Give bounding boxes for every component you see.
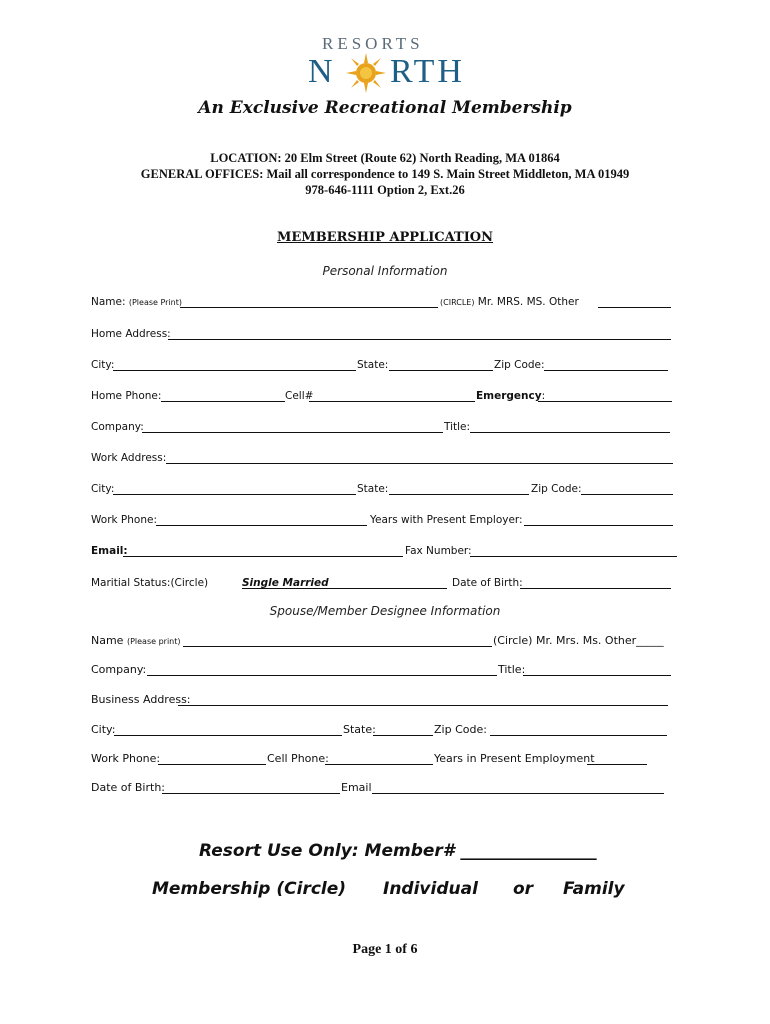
spouse-zip-label: Zip Code: xyxy=(434,723,487,736)
offices-text: GENERAL OFFICES: Mail all correspondence to 149 S. Main Street Middleton, MA 01949 xyxy=(140,167,630,181)
years-employer-label: Years with Present Employer: xyxy=(370,514,523,526)
spouse-title-circle: (Circle) Mr. Mrs. Ms. Other_____ xyxy=(493,634,664,647)
email-label: Email: xyxy=(91,545,128,557)
spouse-title-field[interactable] xyxy=(523,675,671,676)
spouse-state-label: State: xyxy=(343,723,376,736)
fax-label: Fax Number: xyxy=(405,545,472,557)
work-city-label: City: xyxy=(91,483,115,495)
dob-field[interactable] xyxy=(520,588,671,589)
city-field[interactable] xyxy=(113,370,356,371)
spouse-company-label: Company: xyxy=(91,663,147,676)
marital-options[interactable]: Single Married xyxy=(242,577,329,589)
spouse-dob-label: Date of Birth: xyxy=(91,781,166,794)
membership-or: or xyxy=(513,879,534,899)
form-title: MEMBERSHIP APPLICATION xyxy=(277,230,493,245)
city-label: City: xyxy=(91,359,115,371)
fax-field[interactable] xyxy=(470,556,677,557)
business-address-field[interactable] xyxy=(178,705,668,706)
spouse-city-label: City: xyxy=(91,723,116,736)
spouse-dob-field[interactable] xyxy=(162,793,340,794)
personal-info-heading: Personal Information xyxy=(322,264,448,278)
work-address-field[interactable] xyxy=(166,463,673,464)
sun-logo-icon xyxy=(345,52,387,94)
spouse-zip-field[interactable] xyxy=(490,735,667,736)
emergency-field[interactable] xyxy=(538,401,672,402)
membership-family-option[interactable]: Family xyxy=(563,879,625,899)
phone-text: 978-646-1111 Option 2, Ext.26 xyxy=(305,183,465,197)
business-address-label: Business Address: xyxy=(91,693,191,706)
logo-north-right: RTH xyxy=(390,53,465,90)
title-field[interactable] xyxy=(470,432,670,433)
company-field[interactable] xyxy=(142,432,443,433)
cell-label: Cell# xyxy=(285,390,314,402)
resort-use-only: Resort Use Only: Member# ________________ xyxy=(199,841,597,861)
spouse-company-field[interactable] xyxy=(147,675,497,676)
logo-north-left: N xyxy=(308,53,336,90)
company-label: Company: xyxy=(91,421,144,433)
home-phone-label: Home Phone: xyxy=(91,390,162,402)
work-state-label: State: xyxy=(357,483,389,495)
spouse-work-phone-field[interactable] xyxy=(158,764,266,765)
work-address-label: Work Address: xyxy=(91,452,167,464)
name-label: Name: (Please Print) xyxy=(91,296,183,308)
spouse-years-label: Years in Present Employment xyxy=(434,752,595,765)
membership-circle-label: Membership (Circle) xyxy=(152,879,347,899)
location-text: LOCATION: 20 Elm Street (Route 62) North Reading, MA 01864 xyxy=(210,151,560,165)
home-address-label: Home Address: xyxy=(91,328,171,340)
page-number: Page 1 of 6 xyxy=(352,942,418,957)
state-field[interactable] xyxy=(389,370,493,371)
spouse-name-field[interactable] xyxy=(183,646,492,647)
other-title-field[interactable] xyxy=(598,307,671,308)
years-employer-field[interactable] xyxy=(524,525,673,526)
spouse-cell-field[interactable] xyxy=(325,764,433,765)
zip-label: Zip Code: xyxy=(494,359,545,371)
spouse-years-field[interactable] xyxy=(587,764,647,765)
spouse-cell-label: Cell Phone: xyxy=(267,752,329,765)
name-field[interactable] xyxy=(180,307,438,308)
title-label: Title: xyxy=(444,421,471,433)
tagline: An Exclusive Recreational Membership xyxy=(198,98,572,118)
zip-field[interactable] xyxy=(544,370,668,371)
state-label: State: xyxy=(357,359,389,371)
title-circle-label: (CIRCLE) Mr. MRS. MS. Other xyxy=(440,296,579,308)
work-zip-field[interactable] xyxy=(581,494,673,495)
marital-underline xyxy=(242,588,447,589)
spouse-email-field[interactable] xyxy=(372,793,664,794)
cell-field[interactable] xyxy=(309,401,475,402)
spouse-work-phone-label: Work Phone: xyxy=(91,752,161,765)
emergency-label: Emergency: xyxy=(476,390,546,402)
marital-label: Maritial Status:(Circle) xyxy=(91,577,209,589)
spouse-info-heading: Spouse/Member Designee Information xyxy=(269,604,501,618)
spouse-name-label: Name (Please print) xyxy=(91,634,181,647)
spouse-title-label: Title: xyxy=(498,663,526,676)
work-city-field[interactable] xyxy=(113,494,356,495)
spouse-email-label: Email xyxy=(341,781,372,794)
home-address-field[interactable] xyxy=(168,339,671,340)
work-state-field[interactable] xyxy=(389,494,529,495)
spouse-city-field[interactable] xyxy=(114,735,342,736)
email-field[interactable] xyxy=(123,556,403,557)
work-phone-field[interactable] xyxy=(156,525,367,526)
dob-label: Date of Birth: xyxy=(452,577,523,589)
membership-individual-option[interactable]: Individual xyxy=(383,879,478,899)
work-zip-label: Zip Code: xyxy=(531,483,582,495)
home-phone-field[interactable] xyxy=(161,401,285,402)
logo-resorts-text: RESORTS xyxy=(322,34,424,53)
work-phone-label: Work Phone: xyxy=(91,514,157,526)
spouse-state-field[interactable] xyxy=(373,735,433,736)
